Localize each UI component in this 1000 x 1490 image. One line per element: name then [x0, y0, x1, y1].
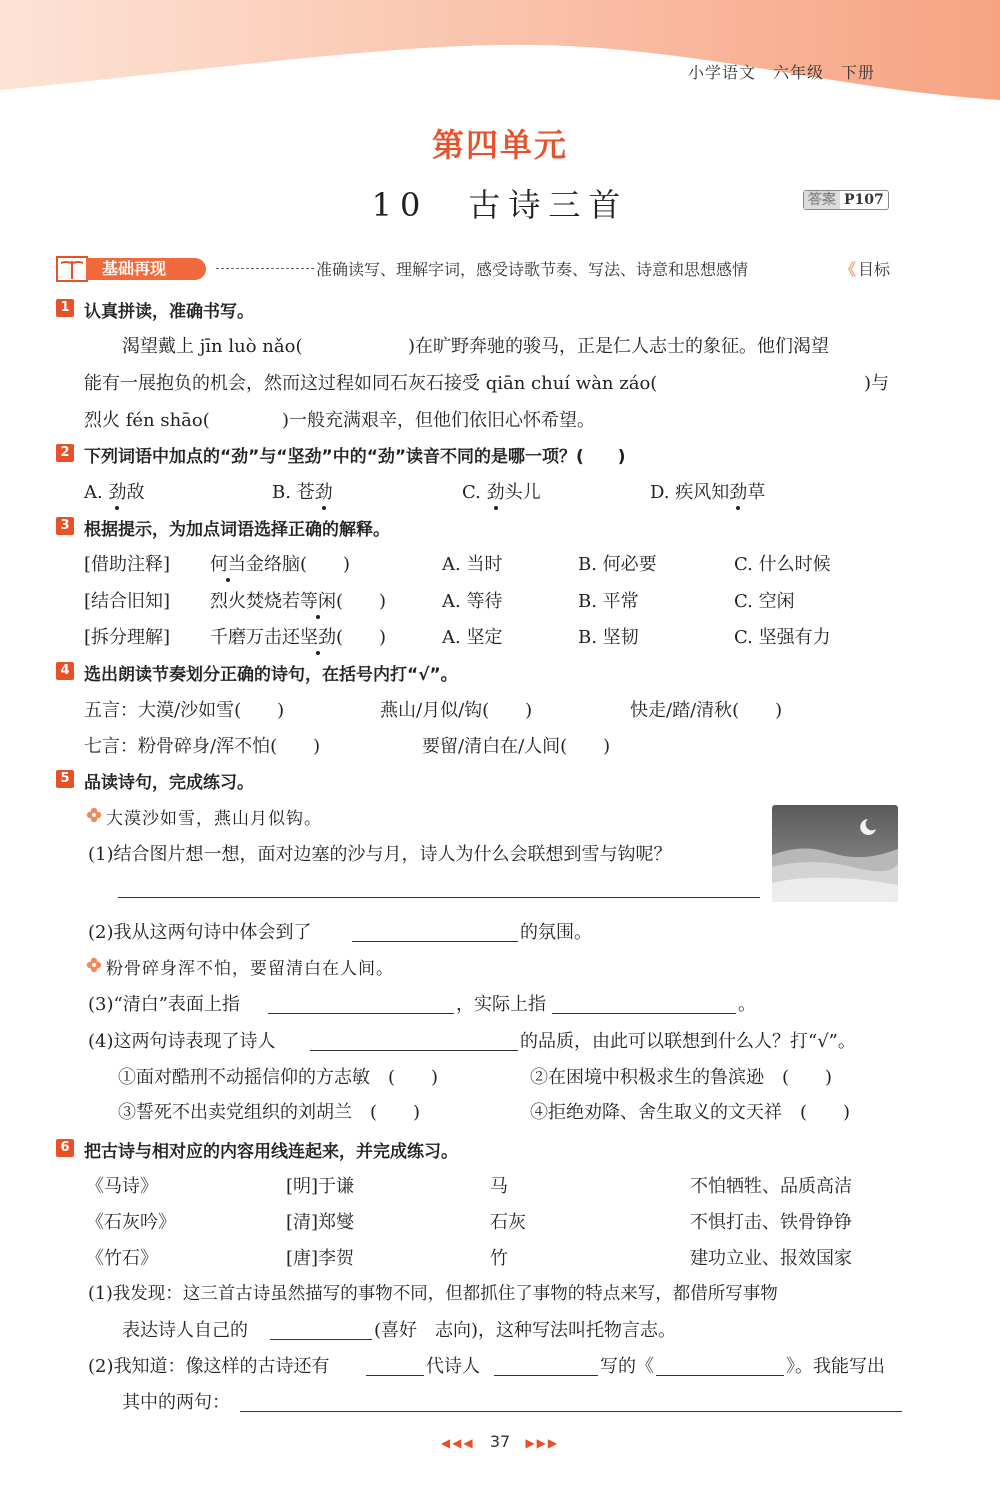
sub-question: 的氛围。 — [520, 922, 592, 943]
poem-title: 《竹石》 — [86, 1248, 158, 1269]
sub-question: (4)这两句诗表现了诗人 — [88, 1031, 276, 1052]
goal-tag: 《 目标 — [840, 260, 891, 279]
question-title: 选出朗读节奏划分正确的诗句，在括号内打“√”。 — [84, 665, 458, 685]
question-title: 认真拼读，准确书写。 — [84, 302, 254, 322]
text-line: )与 — [864, 373, 890, 394]
lesson-title: 10 古诗三首 — [371, 186, 629, 224]
poem-title: 《石灰吟》 — [86, 1212, 176, 1233]
section-goal: 准确读写、理解字词，感受诗歌节奏、写法、诗意和思想感情 — [316, 260, 749, 279]
sub-question: 的品质，由此可以联想到什么人？打“√”。 — [520, 1031, 856, 1052]
subject: 竹 — [490, 1248, 508, 1269]
option: B. 何必要 — [578, 554, 657, 575]
unit-title: 第四单元 — [431, 126, 568, 164]
header-band — [0, 0, 1000, 110]
sub-question: 表达诗人自己的 — [122, 1320, 248, 1341]
sub-question: (2)我知道：像这样的古诗还有 — [88, 1356, 330, 1377]
text-line: 烈火 fén shāo( — [84, 410, 210, 431]
hint-label: [借助注释] — [84, 554, 171, 575]
sub-question: ，实际上指 — [456, 994, 546, 1015]
option: C. 什么时候 — [734, 554, 831, 575]
author: [清]郑燮 — [286, 1212, 355, 1233]
question-title: 把古诗与相对应的内容用线连起来，并完成练习。 — [84, 1142, 458, 1162]
section-badge — [56, 255, 206, 283]
goal-tag-label: 目标 — [858, 260, 891, 279]
answer-line[interactable] — [240, 1411, 902, 1412]
answer-line[interactable] — [310, 1050, 518, 1051]
text-line: )一般充满艰辛，但他们依旧心怀希望。 — [282, 410, 596, 431]
rhythm-item: 燕山/月似/钩( ) — [380, 700, 533, 721]
option: B. 苍劲 — [272, 478, 333, 504]
divider — [216, 268, 314, 269]
phrase: 千磨万击还坚劲( ) — [210, 623, 386, 649]
flower-icon — [86, 807, 102, 823]
poem-title: 《马诗》 — [86, 1176, 158, 1197]
poem-line: 大漠沙如雪，燕山月似钩。 — [106, 809, 322, 829]
subject: 石灰 — [490, 1212, 526, 1233]
desert-moon-illustration — [772, 805, 898, 902]
question-title: 根据提示，为加点词语选择正确的解释。 — [84, 520, 390, 540]
rhythm-item: 七言：粉骨碎身/浑不怕( ) — [84, 736, 321, 757]
question-number: 6 — [56, 1139, 74, 1157]
flower-icon — [86, 957, 102, 973]
choice-item: ④拒绝劝降、舍生取义的文天祥 ( ) — [530, 1102, 851, 1123]
sub-question: 。 — [738, 994, 756, 1015]
rhythm-item: 快走/踏/清秋( ) — [630, 700, 783, 721]
subject: 马 — [490, 1176, 508, 1197]
sub-question: 》。我能写出 — [786, 1356, 885, 1377]
answer-line[interactable] — [270, 1339, 372, 1340]
next-arrows-icon: ▶▶▶ — [525, 1436, 560, 1450]
phrase: 烈火焚烧若等闲( ) — [210, 587, 386, 613]
sub-question: (1)我发现：这三首古诗虽然描写的事物不同，但都抓住了事物的特点来写，都借所写事物 — [88, 1284, 778, 1304]
option: D. 疾风知劲草 — [650, 478, 765, 504]
question-title: 品读诗句，完成练习。 — [84, 773, 254, 793]
prev-arrows-icon: ◀◀◀ — [440, 1436, 475, 1450]
author: [唐]李贺 — [286, 1248, 355, 1269]
answer-line[interactable] — [366, 1375, 424, 1376]
option: C. 坚强有力 — [734, 627, 831, 648]
sub-question: 代诗人 — [426, 1356, 480, 1377]
sub-question: (3)“清白”表面上指 — [88, 994, 240, 1015]
answer-line[interactable] — [656, 1375, 784, 1376]
option: C. 劲头儿 — [462, 478, 541, 504]
answer-line[interactable] — [352, 941, 518, 942]
sub-question: (喜好 志向)，这种写法叫托物言志。 — [374, 1320, 677, 1341]
text-line: )在旷野奔驰的骏马，正是仁人志士的象征。他们渴望 — [408, 336, 830, 357]
question-title: 下列词语中加点的“劲”与“坚劲”中的“劲”读音不同的是哪一项？( ) — [84, 447, 626, 467]
hint-label: [拆分理解] — [84, 627, 171, 648]
choice-item: ②在困境中积极求生的鲁滨逊 ( ) — [530, 1067, 833, 1088]
option: A. 劲敌 — [84, 478, 144, 504]
book-meta: 小学语文 六年级 下册 — [688, 63, 876, 82]
quality: 不怕牺牲、品质高洁 — [690, 1176, 852, 1197]
sub-question: (2)我从这两句诗中体会到了 — [88, 922, 312, 943]
question-number: 4 — [56, 662, 74, 680]
phrase: 何当金络脑( ) — [210, 550, 350, 576]
open-book-icon — [56, 255, 90, 283]
rhythm-item: 五言：大漠/沙如雪( ) — [84, 700, 285, 721]
sub-question: 写的《 — [600, 1356, 654, 1377]
choice-item: ①面对酷刑不动摇信仰的方志敏 ( ) — [118, 1067, 439, 1088]
question-number: 5 — [56, 770, 74, 788]
rhythm-item: 要留/清白在/人间( ) — [422, 736, 611, 757]
page-number: 37 — [489, 1432, 511, 1451]
option: B. 坚韧 — [578, 627, 639, 648]
text-line: 渴望戴上 jīn luò nǎo( — [122, 336, 303, 357]
answer-line[interactable] — [494, 1375, 598, 1376]
option: A. 等待 — [442, 591, 503, 612]
answer-tag-label: 答案 — [804, 191, 840, 209]
sub-question: (1)结合图片想一想，面对边塞的沙与月，诗人为什么会联想到雪与钩呢？ — [88, 844, 672, 865]
answer-line[interactable] — [552, 1013, 736, 1014]
text-line: 能有一展抱负的机会，然而这过程如同石灰石接受 qiān chuí wàn záo( — [84, 373, 658, 394]
answer-line[interactable] — [268, 1013, 454, 1014]
question-number: 1 — [56, 299, 74, 317]
hint-label: [结合旧知] — [84, 591, 171, 612]
sub-question: 其中的两句： — [122, 1392, 230, 1413]
option: A. 当时 — [442, 554, 503, 575]
question-number: 3 — [56, 517, 74, 535]
poem-line: 粉骨碎身浑不怕，要留清白在人间。 — [106, 959, 394, 979]
question-number: 2 — [56, 444, 74, 462]
answer-line[interactable] — [118, 897, 760, 898]
section-label: 基础再现 — [102, 259, 167, 278]
answer-tag — [803, 190, 889, 210]
option: A. 坚定 — [442, 627, 503, 648]
answer-tag-page: P107 — [844, 192, 884, 208]
quality: 建功立业、报效国家 — [690, 1248, 852, 1269]
author: [明]于谦 — [286, 1176, 355, 1197]
option: B. 平常 — [578, 591, 639, 612]
page-footer — [0, 1432, 1000, 1451]
choice-item: ③誓死不出卖党组织的刘胡兰 ( ) — [118, 1102, 421, 1123]
option: C. 空闲 — [734, 591, 795, 612]
quality: 不惧打击、铁骨铮铮 — [690, 1212, 852, 1233]
